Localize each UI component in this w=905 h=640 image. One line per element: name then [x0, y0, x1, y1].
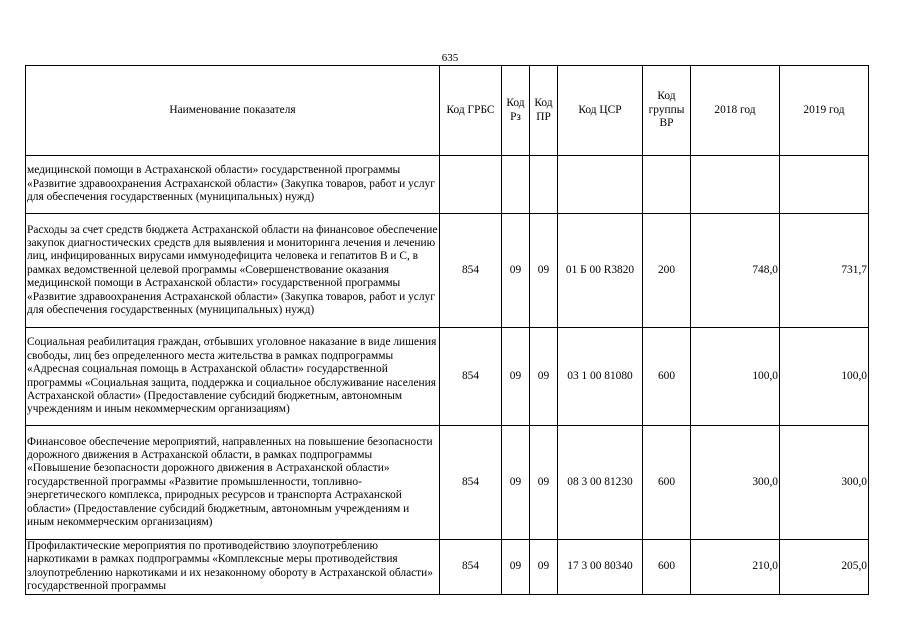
table-row — [26, 328, 869, 426]
row-csr: 08 3 00 81230 — [558, 426, 643, 540]
row-vr: 600 — [643, 540, 691, 595]
row-rz: 09 — [502, 328, 530, 426]
row-pr: 09 — [530, 214, 558, 328]
row-rz: 09 — [502, 540, 530, 595]
row-2018: 100,0 — [691, 328, 780, 426]
row-vr: 600 — [643, 328, 691, 426]
row-vr: 200 — [643, 214, 691, 328]
row-vr: 600 — [643, 426, 691, 540]
row-name: Профилактические мероприятия по противодействию злоупотреблению наркотиками в рамках подпрограммы «Комплексные меры противодействия злоупотреблению наркотиками и их незаконному обороту в Астраханской области» государственной программы — [26, 540, 440, 595]
row-grbs: 854 — [440, 426, 502, 540]
row-2019: 205,0 — [780, 540, 869, 595]
row-name: медицинской помощи в Астраханской области» государственной программы «Развитие здравоохранения Астраханской области» (Закупка товаров, работ и услуг для обеспечения государственных (муниципальных) нужд) — [26, 156, 440, 214]
row-rz: 09 — [502, 214, 530, 328]
row-grbs: 854 — [440, 328, 502, 426]
row-2019 — [780, 156, 869, 214]
table-row — [26, 540, 869, 595]
row-2018: 300,0 — [691, 426, 780, 540]
row-csr: 01 Б 00 R3820 — [558, 214, 643, 328]
row-2018 — [691, 156, 780, 214]
page-number: 635 — [441, 52, 459, 64]
header-pr: Код ПР — [530, 66, 558, 156]
table-row — [26, 156, 869, 214]
row-grbs: 854 — [440, 214, 502, 328]
row-csr: 03 1 00 81080 — [558, 328, 643, 426]
row-grbs: 854 — [440, 540, 502, 595]
row-rz — [502, 156, 530, 214]
row-pr: 09 — [530, 328, 558, 426]
header-2018: 2018 год — [691, 66, 780, 156]
header-grbs: Код ГРБС — [440, 66, 502, 156]
row-vr — [643, 156, 691, 214]
row-csr: 17 3 00 80340 — [558, 540, 643, 595]
row-2019: 300,0 — [780, 426, 869, 540]
row-name: Социальная реабилитация граждан, отбывших уголовное наказание в виде лишения свободы, лиц без определенного места жительства в рамках подпрограммы «Адресная социальная помощь в Астраханской области» государственной программы «Социальная защита, поддержка и социальное обслуживание населения Астраханской области» (Предоставление субсидий бюджетным, автономным учреждениям и иным некоммерческим организациям) — [26, 328, 440, 426]
header-name: Наименование показателя — [26, 66, 440, 156]
row-pr: 09 — [530, 426, 558, 540]
budget-table — [25, 65, 869, 595]
header-vr: Код группы ВР — [643, 66, 691, 156]
row-name: Расходы за счет средств бюджета Астраханской области на финансовое обеспечение закупок диагностических средств для выявления и мониторинга лечения и лечению лиц, инфицированных вирусами иммунодефицита человека и гепатитов В и С, в рамках ведомственной целевой программы «Совершенствование оказания медицинской помощи в Астраханской области» государственной программы «Развитие здравоохранения Астраханской области» (Закупка товаров, работ и услуг для обеспечения государственных (муниципальных) нужд) — [26, 214, 440, 328]
row-name: Финансовое обеспечение мероприятий, направленных на повышение безопасности дорожного движения в Астраханской области, в рамках подпрограммы «Повышение безопасности дорожного движения в Астраханской области» государственной программы «Развитие промышленности, топливно-энергетического комплекса, природных ресурсов и транспорта Астраханской области» (Предоставление субсидий бюджетным, автономным учреждениям и иным некоммерческим организациям) — [26, 426, 440, 540]
table-header-row — [26, 66, 869, 156]
header-2019: 2019 год — [780, 66, 869, 156]
row-2018: 210,0 — [691, 540, 780, 595]
header-rz: Код Рз — [502, 66, 530, 156]
row-pr: 09 — [530, 540, 558, 595]
table-row — [26, 426, 869, 540]
row-2019: 100,0 — [780, 328, 869, 426]
header-csr: Код ЦСР — [558, 66, 643, 156]
row-2019: 731,7 — [780, 214, 869, 328]
row-csr — [558, 156, 643, 214]
row-pr — [530, 156, 558, 214]
row-rz: 09 — [502, 426, 530, 540]
table-row — [26, 214, 869, 328]
row-grbs — [440, 156, 502, 214]
row-2018: 748,0 — [691, 214, 780, 328]
